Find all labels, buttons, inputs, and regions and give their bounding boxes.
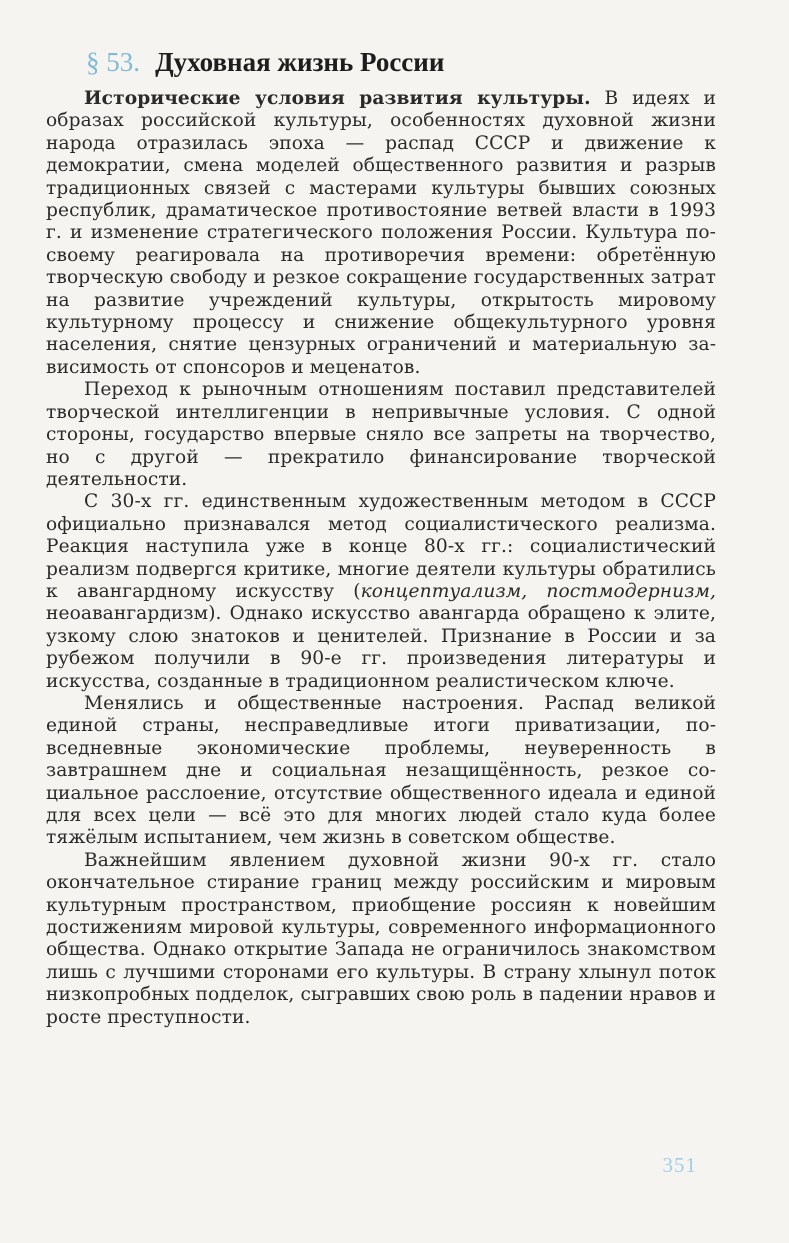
paragraph-5-text: Важнейшим явлением духовной жизни 90-х гг. стало окончательное стирание границ между российским и мировым культурным пространством, приобщение россиян к новейшим достижениям мировой культуры, современного информационного общества. Однако открытие Запада не ограничилось знакомством лишь с лучшими сторонами его культуры. В страну хлынул поток низкопробных подделок, сыгравших свою роль в падении нравов и росте преступности. (46, 849, 716, 1028)
paragraph-1 (46, 88, 716, 379)
paragraph-4-text: Менялись и общественные настроения. Распад великой единой страны, несправедливые итоги приватизации, повседневные экономические проблемы, неуверенность в завтрашнем дне и социальная незащищённость, резкое социальное расслоение, отсутствие общественного идеала и единой для всех цели — всё это для многих людей стало куда более тяжёлым испытанием, чем жизнь в советском обществе. (46, 692, 716, 849)
paragraph-1-text: В идеях и образах российской культуры, особенностях духовной жизни народа отразилась эпоха — распад СССР и движение к демократии, смена моделей общественного развития и разрыв традиционных связей с мастерами культуры бывших союзных республик, драматическое противостояние ветвей власти в 1993 г. и изменение стратегического положения России. Культура по-своему реагировала на противоречия времени: обретённую творческую свободу и резкое сокращение государственных затрат на развитие учреждений культуры, открытость мировому культурному процессу и снижение общекультурного уровня населения, снятие цензурных ограничений и материальную зависимость от спонсоров и меценатов. (46, 88, 716, 378)
paragraph-3 (46, 491, 716, 693)
subsection-heading: Исторические условия развития культуры. (84, 88, 591, 109)
section-title: Духовная жизнь России (155, 47, 445, 77)
paragraph-3-text-after: неоавангардизм). Однако искусство авангарда обращено к элите, узкому слою знатоков и ценителей. Признание в России и за рубежом получили в 90-е гг. произведения литературы и искусства, созданные в традиционном реалистическом ключе. (46, 603, 716, 692)
section-heading (86, 46, 444, 79)
paragraph-2 (46, 379, 716, 491)
paragraph-2-text: Переход к рыночным отношениям поставил представителей творческой интеллигенции в непривычные условия. С одной стороны, государство впервые сняло все запреты на творчество, но с другой — прекратило финансирование творческой деятельности. (46, 379, 716, 490)
paragraph-3-text-before: С 30-х гг. единственным художественным методом в СССР официально признавался метод социалистического реализма. Реакция наступила уже в конце 80-х гг.: социалистический реализм подвергся критике, многие деятели культуры обратились к авангардному искусству ( (46, 491, 716, 602)
paragraph-4 (46, 693, 716, 850)
page-number: 351 (662, 1153, 697, 1177)
paragraph-3-italic-terms: концептуализм, постмодернизм, (360, 580, 716, 602)
body-text (46, 88, 716, 1029)
section-number: § 53. (86, 47, 140, 77)
paragraph-5 (46, 850, 716, 1029)
